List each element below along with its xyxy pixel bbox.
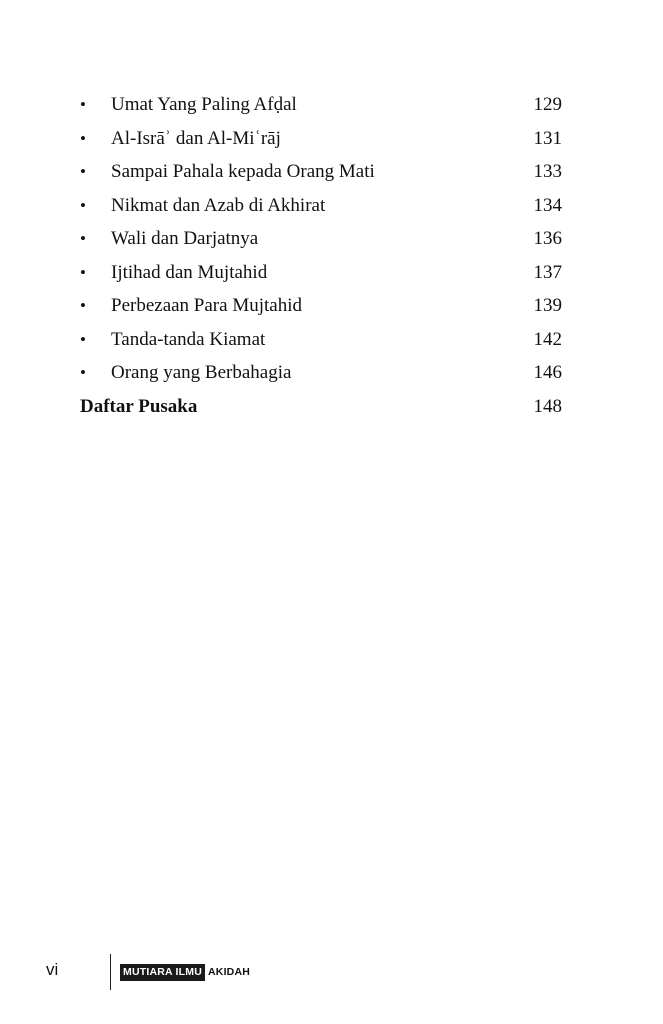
toc-entry-title: Ijtihad dan Mujtahid	[111, 261, 268, 283]
toc-section	[80, 390, 564, 424]
toc-entry	[80, 122, 564, 156]
bullet-icon: •	[80, 162, 86, 181]
page-number: vi	[46, 960, 59, 979]
bullet-icon: •	[80, 329, 86, 349]
toc-entry-title: Tanda-tanda Kiamat	[111, 328, 266, 350]
bullet-icon: •	[80, 195, 86, 215]
toc-entry	[80, 323, 564, 357]
running-head	[120, 964, 250, 981]
toc-entry-title: Nikmat dan Azab di Akhirat	[111, 194, 326, 216]
bullet-icon: •	[80, 363, 86, 382]
toc-entry-title: Al-Isrāʾ dan Al-Miʿrāj	[111, 127, 281, 149]
toc-entry-page: 142	[533, 328, 562, 350]
toc-entry-title: Umat Yang Paling Afḍal	[111, 94, 297, 115]
subject-title: AKIDAH	[208, 966, 251, 978]
series-title: MUTIARA ILMU	[120, 964, 205, 981]
toc-section-page: 148	[533, 395, 562, 417]
toc-section-title: Daftar Pusaka	[80, 395, 198, 417]
toc-entry	[80, 222, 564, 256]
toc-entry	[80, 88, 564, 122]
toc-entry-page: 146	[533, 362, 562, 383]
footer-divider	[110, 954, 111, 990]
toc-entry-title: Wali dan Darjatnya	[111, 228, 259, 249]
bullet-icon: •	[80, 95, 86, 114]
toc-entry-title: Sampai Pahala kepada Orang Mati	[111, 161, 375, 182]
toc-entry	[80, 189, 564, 223]
toc-entry-page: 139	[533, 295, 562, 316]
toc-entry-title: Orang yang Berbahagia	[111, 362, 292, 383]
toc-entry-title: Perbezaan Para Mujtahid	[111, 295, 302, 316]
toc-entry-page: 136	[533, 228, 562, 249]
bullet-icon: •	[80, 262, 86, 282]
toc-entry-page: 129	[533, 94, 562, 115]
bullet-icon: •	[80, 229, 86, 248]
toc-entry-page: 134	[533, 194, 562, 216]
page-footer	[0, 952, 663, 992]
toc-entry	[80, 155, 564, 189]
table-of-contents	[80, 88, 564, 423]
toc-entry	[80, 289, 564, 323]
toc-entry-page: 133	[533, 161, 562, 182]
toc-entry	[80, 256, 564, 290]
bullet-icon: •	[80, 128, 86, 148]
toc-entry	[80, 356, 564, 390]
toc-entry-page: 137	[533, 261, 562, 283]
toc-entry-page: 131	[533, 127, 562, 149]
bullet-icon: •	[80, 296, 86, 315]
